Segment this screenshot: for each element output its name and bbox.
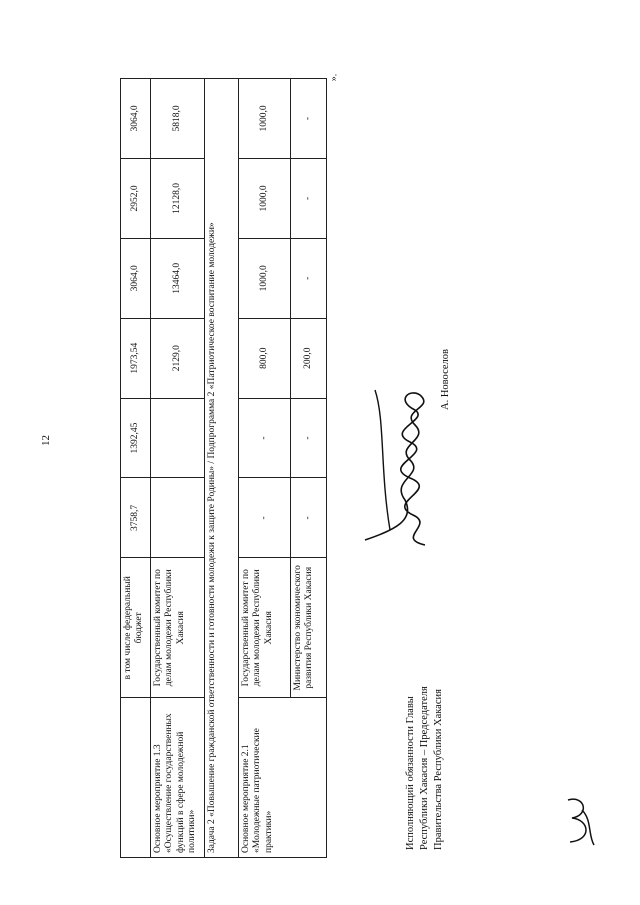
task-heading-cell: Задача 2 «Повышение гражданской ответственности и готовности молодежи к защите Родины» / Подпрограмма 2 «Патриотическое воспитание молодежи» (205, 79, 239, 858)
executor-cell: Министерство экономического развития Республики Хакасия (291, 558, 327, 698)
value-cell: - (291, 158, 327, 238)
value-cell: 2129,0 (151, 318, 205, 398)
closing-quote: ». (328, 73, 340, 82)
signatory-name: А. Новоселов (440, 349, 451, 410)
value-cell: 1000,0 (239, 79, 291, 159)
value-cell: 1973,54 (121, 318, 151, 398)
value-cell: 800,0 (239, 318, 291, 398)
budget-table-container (120, 78, 340, 858)
value-cell (151, 398, 205, 478)
value-cell: - (291, 79, 327, 159)
position-line: Правительства Республики Хакасия (433, 689, 445, 850)
executor-cell: Государственный комитет по делам молодежи Республики Хакасия (239, 558, 291, 698)
value-cell: - (239, 478, 291, 558)
value-cell: 1000,0 (239, 158, 291, 238)
table-row (239, 79, 291, 858)
value-cell: - (291, 398, 327, 478)
value-cell (151, 478, 205, 558)
activity-cell: Основное мероприятие 1.3 «Осуществление государственных функций в сфере молодежной политики» (151, 698, 205, 858)
executor-cell: Государственный комитет по делам молодежи Республики Хакасия (151, 558, 205, 698)
value-cell: 1000,0 (239, 238, 291, 318)
table-row (151, 79, 205, 858)
activity-cell (121, 698, 151, 858)
value-cell: 3064,0 (121, 79, 151, 159)
value-cell: 1392,45 (121, 398, 151, 478)
page-number: 12 (40, 435, 52, 446)
table-row (121, 79, 151, 858)
handwritten-initials (560, 790, 600, 850)
value-cell: - (239, 398, 291, 478)
budget-table (120, 78, 327, 858)
position-line: Исполняющий обязанности Главы (405, 696, 416, 850)
activity-cell: Основное мероприятие 2.1 «Молодежные патриотические практики» (239, 698, 327, 858)
handwritten-signature (355, 380, 445, 550)
position-line: Республики Хакасия – Председателя (419, 686, 431, 850)
value-cell: 2952,0 (121, 158, 151, 238)
value-cell: 200,0 (291, 318, 327, 398)
value-cell: 3064,0 (121, 238, 151, 318)
value-cell: 13464,0 (151, 238, 205, 318)
table-row (205, 79, 239, 858)
value-cell: - (291, 238, 327, 318)
value-cell: - (291, 478, 327, 558)
value-cell: 5818,0 (151, 79, 205, 159)
value-cell: 12128,0 (151, 158, 205, 238)
executor-cell: в том числе федеральный бюджет (121, 558, 151, 698)
value-cell: 3758,7 (121, 478, 151, 558)
